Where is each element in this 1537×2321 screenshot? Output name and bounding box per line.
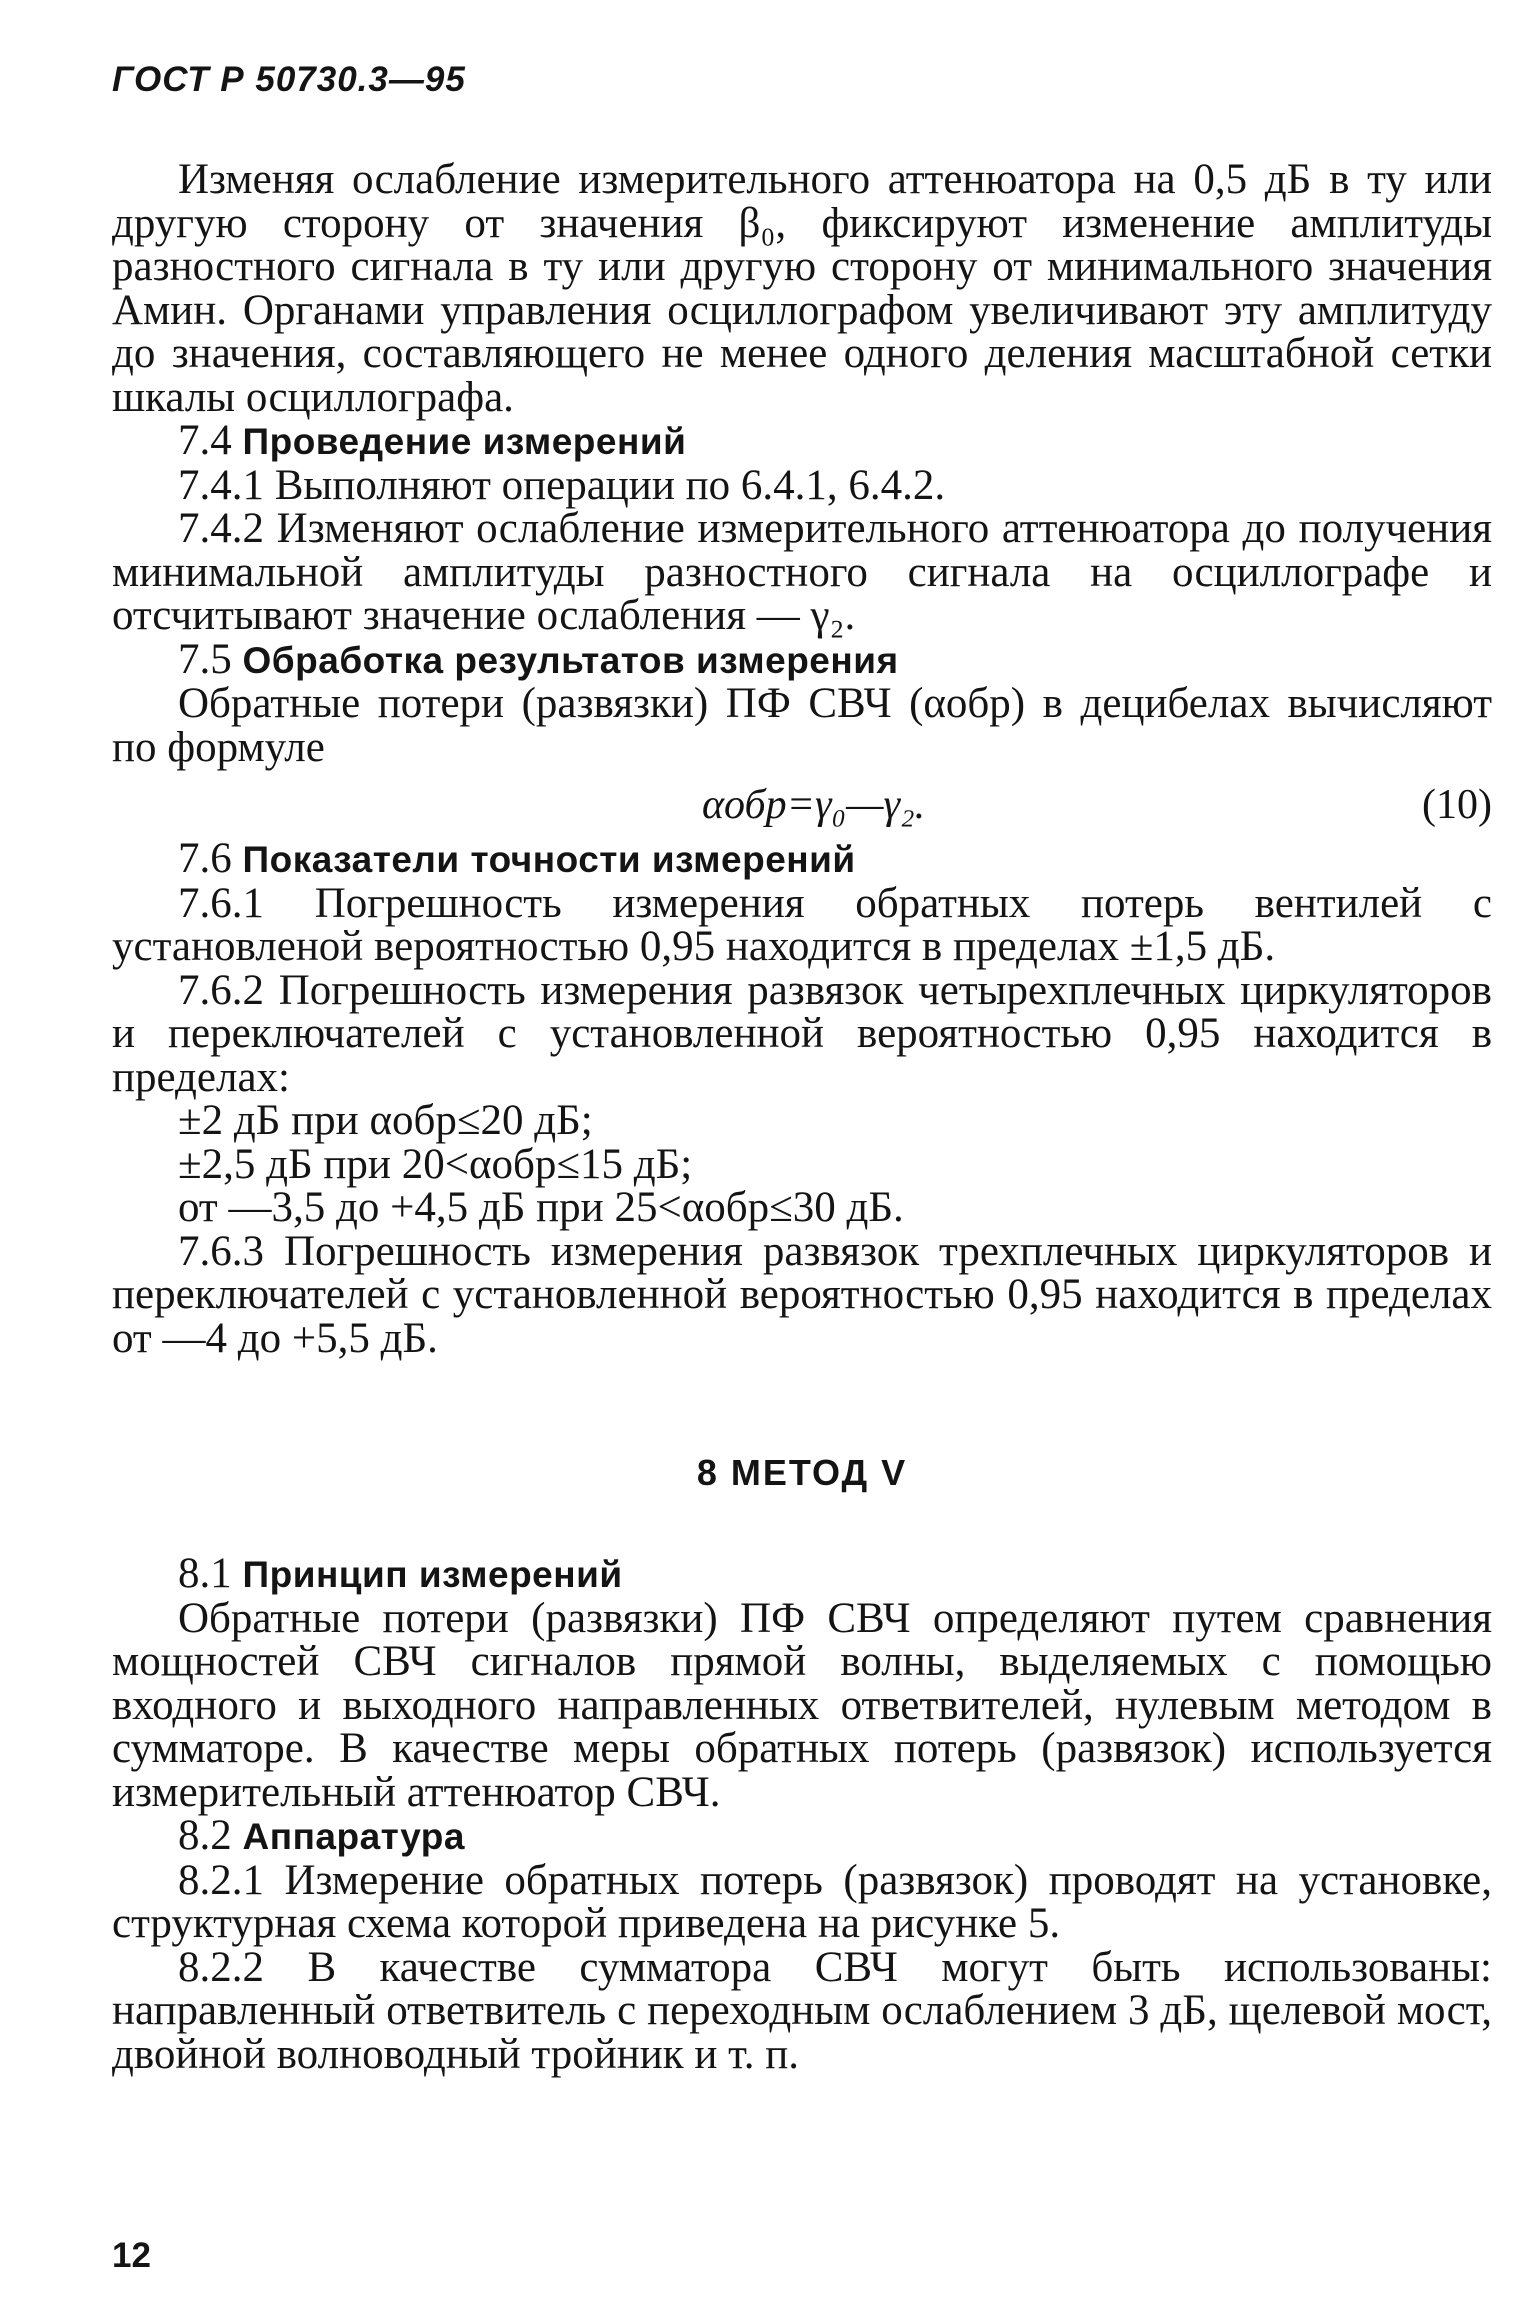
section-title: Проведение измерений	[242, 421, 687, 462]
page-number: 12	[112, 2236, 151, 2275]
section-number: 8.2	[178, 1812, 232, 1859]
section-title: Показатели точности измерений	[242, 839, 856, 880]
section-number: 7.6	[178, 835, 232, 882]
paragraph-7-6-3: 7.6.3 Погрешность измерения развязок трехплечных циркуляторов и переключателей с установленной вероятностью 0,95 находится в пределах от —4 до +5,5 дБ.	[112, 1227, 1492, 1362]
tolerance-line-3: от —3,5 до +4,5 дБ при 25<αобр≤30 дБ.	[178, 1184, 904, 1231]
section-title: Обработка результатов измерения	[242, 639, 899, 681]
paragraph-7-6-2: 7.6.2 Погрешность измерения развязок четырехплечных циркуляторов и переключателей с установленной вероятностью 0,95 находится в пределах:	[112, 966, 1492, 1101]
tolerance-line-1: ±2 дБ при αобр≤20 дБ;	[178, 1097, 593, 1144]
section-title: Аппаратура	[242, 1816, 465, 1857]
section-number: 7.4	[178, 417, 232, 464]
intro-paragraph: Изменяя ослабление измерительного аттенюатора на 0,5 дБ в ту или другую сторону от значения β₀, фиксируют изменение амплитуды разностного сигнала в ту или другую сторону от минимального значения Aмин. Органами управления осциллографом увеличивают эту амплитуду до значения, составляющего не менее одного деления масштабной сетки шкалы осциллографа.	[112, 156, 1492, 421]
formula-row	[112, 777, 1492, 837]
section-7-4-heading	[112, 419, 1492, 464]
section-7-6-heading	[112, 837, 1492, 882]
formula-number: (10)	[1422, 782, 1492, 828]
paragraph-8-2-1: 8.2.1 Измерение обратных потерь (развязок) проводят на установке, структурная схема которой приведена на рисунке 5.	[112, 1856, 1492, 1947]
section-7-5-heading	[112, 635, 1492, 683]
document-page	[112, 60, 1492, 2076]
section-8-title: 8 МЕТОД V	[696, 1452, 908, 1493]
formula: αобр=γ₀—γ₂.	[702, 782, 926, 828]
paragraph-7-5: Обратные потери (развязки) ПФ СВЧ (αобр) в децибелах вычисляют по формуле	[112, 680, 1492, 771]
paragraph-8-2-2: 8.2.2 В качестве сумматора СВЧ могут быть использованы: направленный ответвитель с переходным ослаблением 3 дБ, щелевой мост, двойной волноводный тройник и т. п.	[112, 1943, 1492, 2078]
section-8-1-heading	[112, 1552, 1492, 1597]
section-number: 7.5	[178, 635, 232, 683]
document-header: ГОСТ Р 50730.3—95	[112, 60, 466, 99]
paragraph-7-4-1: 7.4.1 Выполняют операции по 6.4.1, 6.4.2.	[178, 461, 946, 509]
paragraph-7-4-2: 7.4.2 Изменяют ослабление измерительного аттенюатора до получения минимальной амплитуды разностного сигнала на осциллографе и отсчитывают значение ослабления — γ₂.	[112, 505, 1492, 639]
section-number: 8.1	[178, 1550, 232, 1597]
paragraph-7-6-1: 7.6.1 Погрешность измерения обратных потерь вентилей с установленой вероятностью 0,95 находится в пределах ±1,5 дБ.	[112, 879, 1492, 970]
tolerance-line-2: ±2,5 дБ при 20<αобр≤15 дБ;	[178, 1140, 693, 1188]
section-8-2-heading	[112, 1814, 1492, 1859]
paragraph-8-1: Обратные потери (развязки) ПФ СВЧ определяют путем сравнения мощностей СВЧ сигналов прямой волны, выделяемых с помощью входного и выходного направленных ответвителей, нулевым методом в сумматоре. В качестве меры обратных потерь (развязок) используется измерительный аттенюатор СВЧ.	[112, 1594, 1492, 1816]
section-title: Принцип измерений	[242, 1554, 623, 1595]
